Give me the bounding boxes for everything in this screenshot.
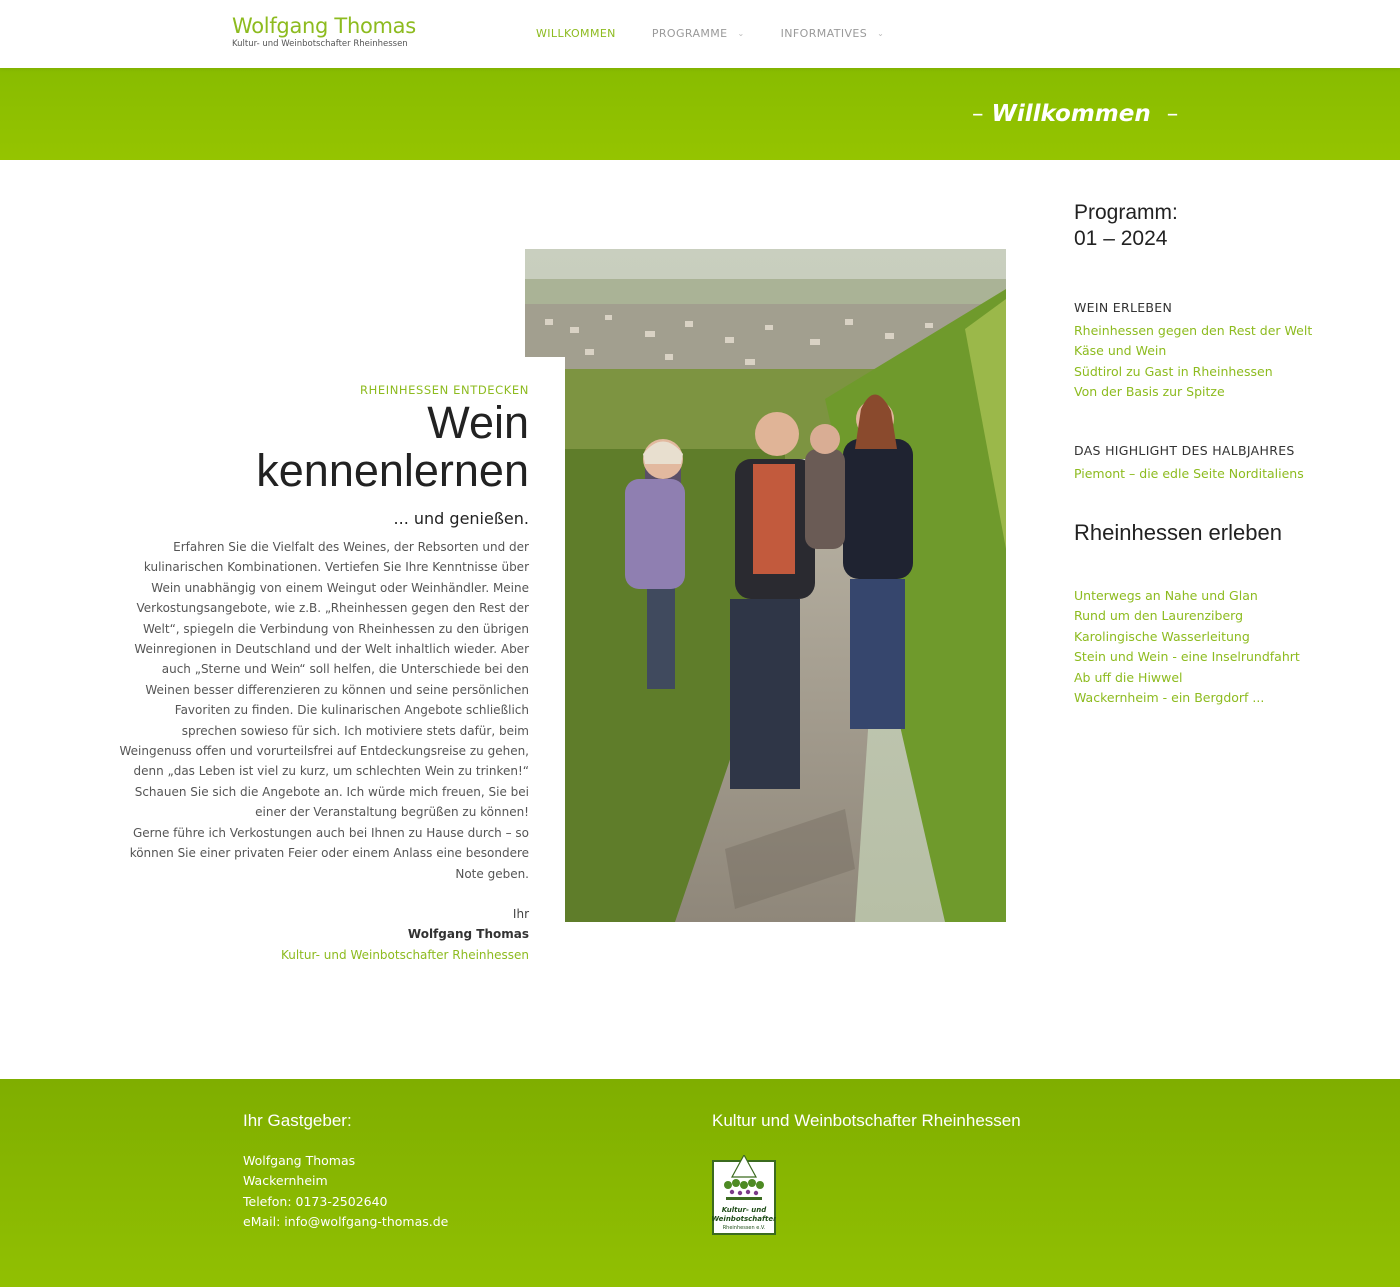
- nav-item-willkommen[interactable]: [536, 27, 616, 40]
- page-title-text: Willkommen: [991, 101, 1151, 127]
- logo-tagline: Kultur- und Weinbotschafter Rheinhessen: [232, 39, 408, 49]
- sidebar-link[interactable]: Käse und Wein: [1074, 343, 1167, 359]
- intro-headline: [118, 399, 529, 495]
- sidebar-link[interactable]: Südtirol zu Gast in Rheinhessen: [1074, 363, 1273, 379]
- site-footer: [0, 1079, 1400, 1287]
- sidebar-link[interactable]: Karolingische Wasserleitung: [1074, 628, 1250, 644]
- sidebar-title-line2: 01 – 2024: [1074, 227, 1168, 250]
- nav-item-label: WILLKOMMEN: [536, 27, 616, 40]
- main-nav: [536, 27, 920, 40]
- intro-body-3: Gerne führe ich Verkostungen auch bei Ihnen zu Hause durch – so können Sie einer privaten Feier oder einem Anlass eine besondere Note geben.: [129, 825, 529, 881]
- logo-name: Wolfgang Thomas: [232, 14, 416, 38]
- footer-contact: [243, 1151, 448, 1233]
- sidebar-list-wein-erleben: [1074, 321, 1374, 403]
- signature-role[interactable]: Kultur- und Weinbotschafter Rheinhessen: [280, 947, 529, 962]
- footer-contact-phone[interactable]: Telefon: 0173-2502640: [243, 1193, 388, 1209]
- logo-text-line3: Rheinhessen e.V.: [722, 1225, 766, 1231]
- signature-name: Wolfgang Thomas: [407, 927, 529, 942]
- site-logo[interactable]: [232, 14, 416, 49]
- nav-item-label: PROGRAMME: [651, 27, 728, 40]
- headline-line1: Wein: [427, 397, 529, 448]
- sidebar-heading-highlight: DAS HIGHLIGHT DES HALBJAHRES: [1074, 442, 1295, 458]
- footer-contact-city: Wackernheim: [243, 1173, 328, 1189]
- headline-line2: kennenlernen: [256, 445, 529, 496]
- footer-contact-name: Wolfgang Thomas: [243, 1153, 356, 1168]
- signature-prefix: Ihr: [512, 906, 529, 921]
- sidebar-title-line1: Programm:: [1074, 201, 1178, 224]
- nav-item-label: INFORMATIVES: [780, 27, 868, 40]
- sidebar-link[interactable]: Rund um den Laurenziberg: [1074, 608, 1244, 624]
- intro-body: Erfahren Sie die Vielfalt des Weines, der Rebsorten und der kulinarischen Kombinationen. Vertiefen Sie Ihre Kenntnisse über Wein unabhängig von einem Weingut oder Weinhändler. Meine Verkostungsangebote, wie z.B. „Rheinhessen gegen den Rest der Welt“, spiegeln die Verbindung von Rheinhessen zu den übrigen Weinregionen in Deutschland und der Welt inhaltlich wieder. Aber auch „Sterne und Wein“ soll helfen, die Unterschiede bei den Weinen besser differenzieren zu können und seine persönlichen Favoriten zu finden. Die kulinarischen Angebote schließlich sprechen sowieso für sich. Ich motiviere stets dafür, beim Weingenuss offen und vorurteilsfrei auf Entdeckungsreise zu gehen, denn „das Leben ist viel zu kurz, um schlechten Wein zu trinken!“: [119, 540, 529, 779]
- hero-photo: [525, 249, 1006, 922]
- title-dash-left: –: [972, 101, 984, 127]
- nav-item-informatives[interactable]: [781, 27, 885, 40]
- intro-section: [118, 383, 529, 965]
- title-dash-right: –: [1166, 101, 1179, 127]
- footer-association-title: Kultur und Weinbotschafter Rheinhessen: [712, 1111, 1021, 1130]
- program-sidebar: [1074, 200, 1374, 708]
- sidebar-heading-rheinhessen: Rheinhessen erleben: [1074, 520, 1282, 546]
- sidebar-list-rheinhessen: [1074, 586, 1374, 708]
- sidebar-link[interactable]: Rheinhessen gegen den Rest der Welt: [1074, 323, 1313, 338]
- signature: [118, 904, 529, 965]
- footer-association-column: [712, 1111, 1021, 1239]
- logo-text-line2: Weinbotschafter: [712, 1215, 776, 1223]
- intro-subheadline: ... und genießen.: [393, 509, 529, 528]
- footer-contact-email[interactable]: eMail: info@wolfgang-thomas.de: [243, 1214, 449, 1230]
- sidebar-title: [1074, 200, 1374, 252]
- intro-body-2: Schauen Sie sich die Angebote an. Ich würde mich freuen, Sie bei einer der Veranstaltung begrüßen zu können!: [134, 784, 529, 820]
- sidebar-link[interactable]: Von der Basis zur Spitze: [1074, 384, 1225, 400]
- chevron-down-icon: ⌄: [737, 29, 745, 38]
- footer-host-column: [243, 1111, 448, 1233]
- logo-text-line1: Kultur- und: [721, 1206, 767, 1214]
- page-title: [972, 101, 1178, 127]
- sidebar-link[interactable]: Ab uff die Hiwwel: [1074, 669, 1183, 685]
- sidebar-link[interactable]: Piemont – die edle Seite Norditaliens: [1074, 465, 1304, 481]
- sidebar-link[interactable]: Wackernheim - ein Bergdorf ...: [1074, 690, 1265, 706]
- chevron-down-icon: ⌄: [877, 29, 885, 38]
- sidebar-heading-wein-erleben: WEIN ERLEBEN: [1074, 300, 1173, 315]
- site-header: [0, 0, 1400, 68]
- page-banner: [0, 68, 1400, 160]
- sidebar-list-highlight: [1074, 464, 1374, 484]
- sidebar-link[interactable]: Unterwegs an Nahe und Glan: [1074, 588, 1258, 604]
- section-kicker: RHEINHESSEN ENTDECKEN: [360, 383, 529, 397]
- photo-notch: [525, 357, 565, 923]
- nav-item-programme[interactable]: [652, 27, 745, 40]
- association-logo[interactable]: [712, 1155, 776, 1235]
- sidebar-link[interactable]: Stein und Wein - eine Inselrundfahrt: [1074, 649, 1300, 665]
- footer-host-title: Ihr Gastgeber:: [243, 1111, 352, 1130]
